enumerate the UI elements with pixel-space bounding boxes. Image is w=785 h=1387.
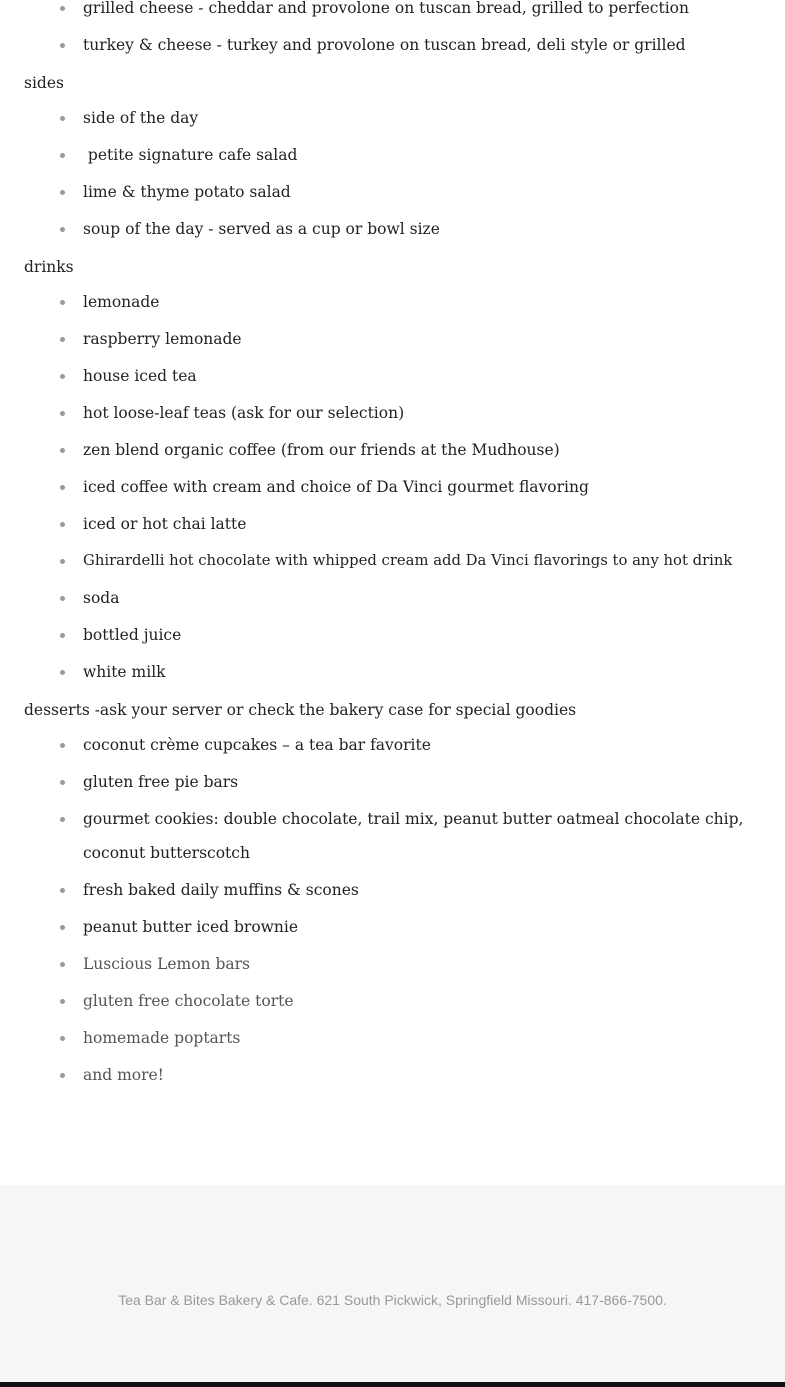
list-item: bottled juice [0,618,785,652]
list-item: fresh baked daily muffins & scones [0,873,785,907]
list-item: lime & thyme potato salad [0,175,785,209]
desserts-list [0,728,785,1092]
list-item: hot loose-leaf teas (ask for our selection) [0,396,785,430]
list-item: gluten free pie bars [0,765,785,799]
list-item: Luscious Lemon bars [0,947,785,981]
list-item: Ghirardelli hot chocolate with whipped cream add Da Vinci flavorings to any hot drink [0,544,785,578]
list-item: petite signature cafe salad [0,138,785,172]
section-title-sides: sides [24,74,64,92]
list-item: raspberry lemonade [0,322,785,356]
list-item: homemade poptarts [0,1021,785,1055]
list-item: zen blend organic coffee (from our friends at the Mudhouse) [0,433,785,467]
list-item: and more! [0,1058,785,1092]
list-item: soda [0,581,785,615]
list-item: grilled cheese - cheddar and provolone on tuscan bread, grilled to perfection [0,0,785,25]
list-item: peanut butter iced brownie [0,910,785,944]
list-item: white milk [0,655,785,689]
list-item: turkey & cheese - turkey and provolone on tuscan bread, deli style or grilled [0,28,785,62]
list-item: iced or hot chai latte [0,507,785,541]
list-item: house iced tea [0,359,785,393]
list-item: iced coffee with cream and choice of Da Vinci gourmet flavoring [0,470,785,504]
sandwiches-list [0,0,785,62]
section-title-drinks: drinks [24,258,74,276]
bottom-bar [0,1382,785,1387]
footer-address: Tea Bar & Bites Bakery & Cafe. 621 South Pickwick, Springfield Missouri. 417-866-7500. [118,1292,667,1308]
drinks-list [0,285,785,689]
list-item: soup of the day - served as a cup or bowl size [0,212,785,246]
list-item: lemonade [0,285,785,319]
list-item: coconut crème cupcakes – a tea bar favorite [0,728,785,762]
section-title-desserts: desserts -ask your server or check the bakery case for special goodies [24,701,577,719]
site-footer [0,1185,785,1382]
list-item: gluten free chocolate torte [0,984,785,1018]
sides-list [0,101,785,246]
list-item: side of the day [0,101,785,135]
list-item: gourmet cookies: double chocolate, trail mix, peanut butter oatmeal chocolate chip, coconut butterscotch [0,802,785,870]
